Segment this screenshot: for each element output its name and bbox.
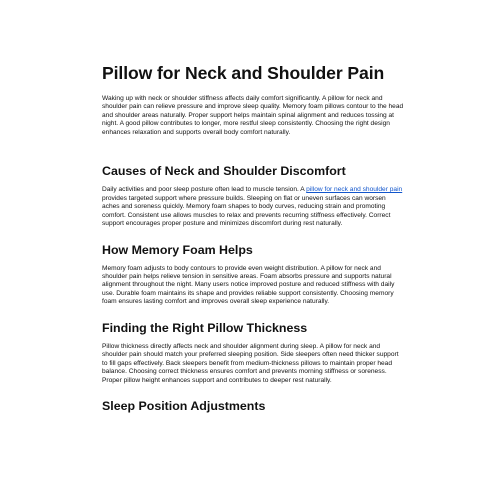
paragraph-text: provides targeted support where pressure builds. Sleeping on flat or uneven surfaces can worsen aches and soreness quickly. Memory foam shapes to body curves, reducing strain and promoting comfort. Consistent use allows muscles to relax and prevents recurring stiffness effectively. Correct support encourages proper posture and minimizes discomfort during rest naturally. [102, 194, 391, 228]
section-heading-causes: Causes of Neck and Shoulder Discomfort [102, 164, 346, 179]
section-heading-memory-foam: How Memory Foam Helps [102, 242, 253, 257]
pillow-link[interactable]: pillow for neck and shoulder pain [306, 186, 403, 194]
section-paragraph-thickness: Pillow thickness directly affects neck and shoulder alignment during sleep. A pillow for neck and shoulder pain should match your preferred sleeping position. Side sleepers often need thicker support to fill gaps effectively. Back sleepers benefit from medium-thickness pillows to maintain proper head balance. Choosing correct thickness ensures comfort and prevents morning stiffness or soreness. Proper pillow height enhances support and contributes to deeper rest naturally. [102, 342, 399, 384]
section-paragraph-causes [102, 186, 404, 228]
paragraph-text: Daily activities and poor sleep posture often lead to muscle tension. A [102, 186, 307, 194]
section-heading-sleep-position: Sleep Position Adjustments [102, 399, 266, 414]
section-heading-thickness: Finding the Right Pillow Thickness [102, 320, 308, 335]
section-paragraph-memory-foam: Memory foam adjusts to body contours to provide even weight distribution. A pillow for neck and shoulder pain helps relieve tension in sensitive areas. Foam absorbs pressure and supports natural alignment throughout the night. Many users notice improved posture and reduced stiffness with daily use. Durable foam maintains its shape and provides reliable support consistently. Choosing memory foam ensures lasting comfort and improves overall sleep experience naturally. [102, 264, 395, 306]
page-title: Pillow for Neck and Shoulder Pain [102, 63, 385, 83]
intro-paragraph: Waking up with neck or shoulder stiffness affects daily comfort significantly. A pillow for neck and shoulder pain can relieve pressure and improve sleep quality. Memory foam pillows contour to the head and shoulder areas naturally. Proper support helps maintain spinal alignment and reduces tossing at night. A good pillow contributes to longer, more restful sleep consistently. Choosing the right design enhances relaxation and supports overall body comfort naturally. [102, 95, 404, 136]
